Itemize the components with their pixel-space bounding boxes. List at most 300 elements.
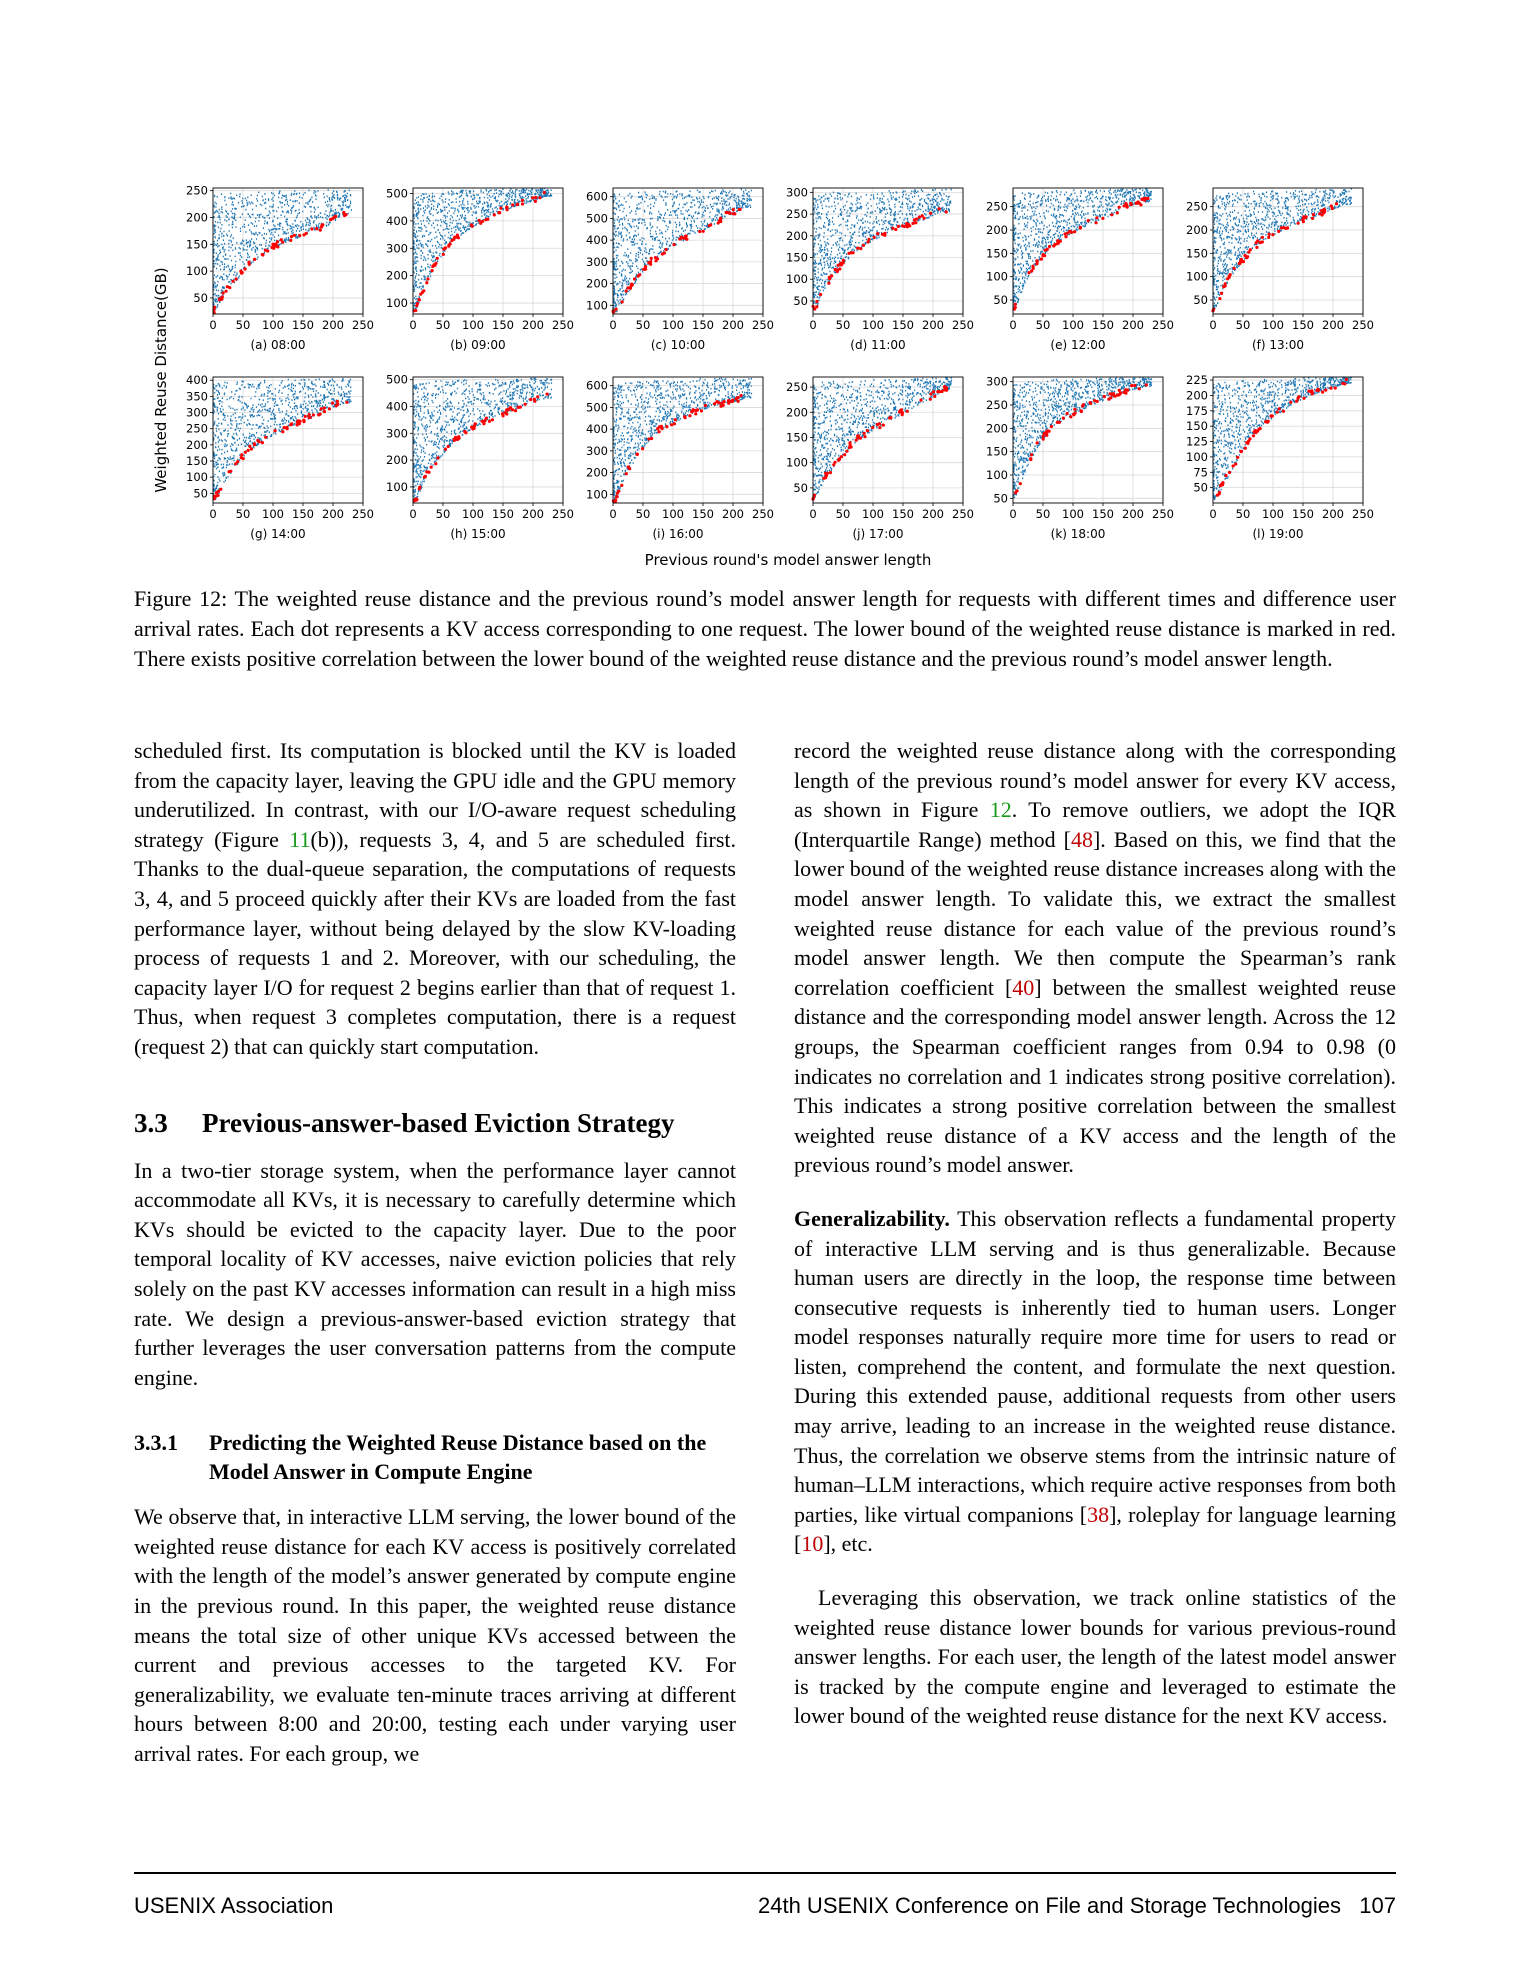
lower-bound-point	[708, 224, 711, 227]
lower-bound-point	[1036, 441, 1039, 444]
lower-bound-point	[1239, 260, 1242, 263]
lower-bound-point	[218, 298, 221, 301]
paragraph: record the weighted reuse distance along with the corresponding length of the previous round’s model answer for every KV access, as shown in Figure 12. To remove outliers, we adopt the IQR (Interquartile Range) method [48]. Based on this, we find that the lower bound of the weighted reuse distance increases along with the model answer length. To validate this, we extract the smallest weighted reuse distance for each value of the previous round’s model answer length. We then compute the Spearman’s rank correlation coefficient [40] between the smallest weighted reuse distance and the corresponding model answer length. Across the 12 groups, the Spearman coefficient ranges from 0.94 to 0.98 (0 indicates no correlation and 1 indicates strong positive correlation). This indicates a strong positive correlation between the smallest weighted reuse distance of a KV access and the length of the previous round’s model answer.	[794, 738, 1396, 1178]
lower-bound-point	[1278, 407, 1281, 410]
y-tick-label: 400	[586, 422, 608, 437]
lower-bound-point	[945, 389, 948, 392]
y-tick-label: 100	[786, 455, 808, 470]
lower-bound-point	[1345, 378, 1348, 381]
lower-bound-point	[1282, 410, 1285, 413]
lower-bound-point	[219, 488, 222, 491]
lower-bound-point	[261, 253, 264, 256]
lower-bound-point	[834, 268, 837, 271]
lower-bound-point	[315, 227, 318, 230]
y-tick-label: 200	[986, 223, 1008, 237]
y-tick-label: 250	[1186, 199, 1208, 214]
x-tick-label: 100	[1062, 318, 1084, 332]
lower-bound-point	[1123, 204, 1126, 207]
x-tick-label: 0	[1209, 318, 1217, 332]
lower-bound-point	[1276, 411, 1279, 414]
lower-bound-point	[534, 196, 537, 199]
y-axis-label: Weighted Reuse Distance(GB)	[152, 267, 170, 493]
y-tick-label: 200	[386, 268, 408, 283]
lower-bound-point	[1048, 245, 1051, 248]
lower-bound-point	[843, 453, 846, 456]
lower-bound-point	[702, 230, 705, 233]
x-tick-label: 50	[635, 507, 651, 521]
x-tick-label: 200	[522, 318, 544, 332]
lower-bound-point	[1050, 425, 1053, 428]
lower-bound-point	[415, 498, 418, 501]
y-tick-label: 100	[386, 479, 408, 494]
x-tick-label: 200	[722, 507, 744, 521]
lower-bound-point	[1087, 219, 1090, 222]
lower-bound-point	[454, 436, 457, 439]
x-tick-label: 250	[552, 507, 574, 521]
lower-bound-point	[343, 214, 346, 217]
lower-bound-point	[1289, 401, 1292, 404]
blue-dots	[213, 190, 352, 311]
y-tick-label: 400	[386, 399, 408, 414]
lower-bound-point	[1062, 417, 1065, 420]
lower-bound-point	[739, 394, 742, 397]
lower-bound-point	[226, 285, 229, 288]
lower-bound-point	[719, 217, 722, 220]
lower-bound-point	[302, 420, 305, 423]
citation-link[interactable]: 10	[801, 1531, 824, 1557]
lower-bound-point	[521, 199, 524, 202]
lower-bound-point	[1089, 401, 1092, 404]
blue-dots	[413, 189, 552, 312]
lower-bound-point	[431, 269, 434, 272]
lower-bound-point	[323, 406, 326, 409]
lower-bound-point	[674, 418, 677, 421]
lower-bound-point	[1081, 404, 1084, 407]
x-tick-label: 200	[1322, 507, 1344, 521]
lower-bound-point	[1030, 453, 1033, 456]
lower-bound-point	[320, 407, 323, 410]
lower-bound-point	[508, 407, 511, 410]
lower-bound-point	[1252, 434, 1255, 437]
paragraph: Generalizability. This observation reflects a fundamental property of interactive LLM serving and is thus generalizable. Because human users are directly in the loop, the response time between consecutive requests is inherently tied to human users. Longer model responses naturally require more time for users to read or listen, comprehend the content, and formulate the next question. During this extended pause, additional requests from other users may arrive, leading to an increase in the weighted reuse distance. Thus, the correlation we observe stems from the intrinsic nature of human–LLM interactions, which require active responses from both parties, like virtual companions [38], roleplay for language learning [10], etc.	[794, 1205, 1396, 1557]
plot-frame	[613, 188, 763, 314]
x-axis-label: Previous round's model answer length	[644, 551, 932, 569]
lower-bound-point	[738, 208, 741, 211]
x-tick-label: 200	[1322, 318, 1344, 332]
x-tick-label: 250	[552, 318, 574, 332]
lower-bound-point	[536, 395, 539, 398]
lower-bound-point	[627, 286, 630, 289]
lower-bound-point	[1032, 267, 1035, 270]
lower-bound-point	[1064, 232, 1067, 235]
lower-bound-point	[871, 426, 874, 429]
x-tick-label: 150	[1292, 318, 1314, 332]
lower-bound-point	[1321, 391, 1324, 394]
x-tick-label: 150	[292, 507, 314, 521]
lower-bound-point	[631, 283, 634, 286]
lower-bound-point	[280, 238, 283, 241]
y-tick-label: 50	[793, 480, 808, 495]
blue-dots	[413, 378, 552, 499]
x-tick-label: 50	[1235, 318, 1251, 332]
lower-bound-point	[615, 495, 618, 498]
lower-bound-point	[641, 447, 644, 450]
lower-bound-point	[1040, 258, 1043, 261]
lower-bound-point	[1093, 399, 1096, 402]
scatter-grid	[148, 180, 1388, 580]
y-tick-label: 200	[186, 437, 208, 452]
lower-bound-point	[1331, 207, 1334, 210]
lower-bound-point	[1297, 222, 1300, 225]
y-tick-label: 50	[793, 293, 808, 308]
lower-bound-point	[426, 277, 429, 280]
lower-bound-point	[1311, 217, 1314, 220]
lower-bound-point	[1054, 243, 1057, 246]
lower-bound-point	[310, 227, 313, 230]
x-tick-label: 50	[835, 318, 851, 332]
lower-bound-point	[901, 411, 904, 414]
lower-bound-point	[1316, 388, 1319, 391]
x-tick-label: 150	[892, 318, 914, 332]
x-tick-label: 200	[322, 318, 344, 332]
figure-link[interactable]: 11	[289, 826, 311, 852]
x-tick-label: 150	[492, 318, 514, 332]
y-tick-label: 500	[586, 211, 608, 226]
subplot-title: (a) 08:00	[250, 338, 306, 352]
paragraph: scheduled first. Its computation is blocked until the KV is loaded from the capacity layer, leaving the GPU idle and the GPU memory underutilized. In contrast, with our I/O-aware request scheduling strategy (Figure 11(b)), requests 3, 4, and 5 are scheduled first. Thanks to the dual-queue separation, the computations of requests 3, 4, and 5 proceed quickly after their KVs are loaded from the fast performance layer, without being delayed by the slow KV-loading process of requests 1 and 2. Moreover, with our scheduling, the capacity layer I/O for request 2 begins earlier than that of request 1. Thus, when request 3 completes computation, there is a request (request 2) that can quickly start computation.	[134, 738, 736, 1059]
lower-bound-point	[1035, 262, 1038, 265]
y-tick-label: 150	[186, 454, 208, 468]
lower-bound-point	[1073, 408, 1076, 411]
x-tick-label: 100	[1062, 507, 1084, 521]
lower-bound-point	[837, 264, 840, 267]
lower-bound-point	[897, 225, 900, 228]
lower-bound-point	[1236, 456, 1239, 459]
lower-bound-point	[906, 410, 909, 413]
x-tick-label: 100	[862, 507, 884, 521]
lower-bound-point	[1015, 489, 1018, 492]
lower-bound-point	[663, 251, 666, 254]
x-tick-label: 100	[1262, 507, 1284, 521]
lower-bound-point	[1302, 220, 1305, 223]
y-tick-label: 250	[986, 398, 1008, 412]
lower-bound-point	[1072, 413, 1075, 416]
lower-bound-point	[285, 426, 288, 429]
subplot-9	[786, 377, 974, 541]
lower-bound-point	[1226, 277, 1229, 280]
lower-bound-point	[1255, 241, 1258, 244]
lower-bound-point	[1111, 393, 1114, 396]
lower-bound-point	[293, 234, 296, 237]
lower-bound-point	[673, 422, 676, 425]
lower-bound-point	[298, 422, 301, 425]
subplot-title: (h) 15:00	[450, 527, 506, 541]
lower-bound-point	[908, 224, 911, 227]
lower-bound-point	[1259, 241, 1262, 244]
y-tick-label: 200	[586, 276, 608, 291]
lower-bound-point	[638, 273, 641, 276]
y-tick-label: 250	[186, 183, 208, 198]
lower-bound-point	[1042, 435, 1045, 438]
y-tick-label: 50	[1193, 480, 1208, 495]
lower-bound-point	[1146, 197, 1149, 200]
lower-bound-point	[1046, 248, 1049, 251]
lower-bound-point	[732, 208, 735, 211]
lower-bound-point	[1321, 213, 1324, 216]
y-tick-label: 175	[1186, 403, 1208, 418]
lower-bound-point	[1259, 427, 1262, 430]
y-tick-label: 200	[786, 405, 808, 420]
x-tick-label: 50	[1235, 507, 1251, 521]
x-tick-label: 100	[262, 318, 284, 332]
lower-bound-point	[903, 225, 906, 228]
subplot-title: (j) 17:00	[852, 527, 904, 541]
x-tick-label: 250	[1152, 318, 1174, 332]
lower-bound-point	[521, 202, 524, 205]
lower-bound-point	[236, 460, 239, 463]
lower-bound-point	[1282, 226, 1285, 229]
lower-bound-point	[244, 451, 247, 454]
lower-bound-point	[1109, 396, 1112, 399]
figure-link[interactable]: 12	[989, 797, 1012, 823]
subplot-6	[186, 373, 374, 541]
lower-bound-point	[1014, 303, 1017, 306]
lower-bound-point	[447, 245, 450, 248]
lower-bound-point	[842, 259, 845, 262]
y-tick-label: 250	[786, 207, 808, 222]
y-tick-label: 200	[786, 228, 808, 243]
lower-bound-point	[505, 412, 508, 415]
lower-bound-point	[1255, 246, 1258, 249]
y-tick-label: 350	[186, 389, 208, 404]
lower-bound-point	[1133, 384, 1136, 387]
footer-right: 24th USENIX Conference on File and Storage Technologies 107	[758, 1893, 1396, 1918]
y-tick-label: 100	[386, 296, 408, 311]
lower-bound-point	[849, 443, 852, 446]
lower-bound-point	[511, 203, 514, 206]
y-tick-label: 400	[386, 213, 408, 228]
lower-bound-point	[425, 281, 428, 284]
left-column	[134, 736, 736, 1769]
lower-bound-point	[704, 404, 707, 407]
lower-bound-point	[839, 262, 842, 265]
x-tick-label: 50	[435, 318, 451, 332]
y-tick-label: 200	[386, 453, 408, 468]
lower-bound-point	[914, 221, 917, 224]
lower-bound-point	[1046, 429, 1049, 432]
lower-bound-point	[470, 223, 473, 226]
lower-bound-point	[888, 416, 891, 419]
paragraph: We observe that, in interactive LLM serving, the lower bound of the weighted reuse distance for each KV access is positively correlated with the length of the model’s answer generated by compute engine in the previous round. In this paper, the weighted reuse distance means the total size of other unique KVs accessed between the current and previous accesses to the targeted KV. For generalizability, we evaluate ten-minute traces arriving at different hours between 8:00 and 20:00, testing each under varying user arrival rates. For each group, we	[134, 1504, 736, 1767]
x-tick-label: 100	[262, 507, 284, 521]
lower-bound-point	[331, 402, 334, 405]
x-tick-label: 200	[922, 318, 944, 332]
subplot-2	[586, 188, 774, 352]
lower-bound-point	[1019, 482, 1022, 485]
lower-bound-point	[728, 212, 731, 215]
lower-bound-point	[855, 439, 858, 442]
lower-bound-point	[1014, 306, 1017, 309]
y-tick-label: 150	[186, 237, 208, 252]
lower-bound-point	[719, 405, 722, 408]
lower-bound-point	[929, 212, 932, 215]
lower-bound-point	[298, 234, 301, 237]
lower-bound-point	[229, 470, 232, 473]
lower-bound-point	[430, 466, 433, 469]
lower-bound-point	[845, 450, 848, 453]
lower-bound-point	[1095, 221, 1098, 224]
y-tick-label: 75	[1193, 465, 1208, 480]
lower-bound-point	[447, 445, 450, 448]
subplot-7	[386, 373, 574, 541]
lower-bound-point	[436, 456, 439, 459]
y-tick-label: 200	[986, 421, 1008, 436]
lower-bound-point	[824, 476, 827, 479]
y-tick-label: 150	[786, 250, 808, 265]
lower-bound-point	[484, 218, 487, 221]
lower-bound-point	[1126, 206, 1129, 209]
blue-dots	[813, 190, 952, 310]
lower-bound-point	[713, 402, 716, 405]
x-tick-label: 250	[752, 507, 774, 521]
lower-bound-point	[1027, 271, 1030, 274]
x-tick-label: 100	[662, 507, 684, 521]
subplot-3	[786, 185, 974, 352]
x-tick-label: 200	[922, 507, 944, 521]
lower-bound-point	[654, 256, 657, 259]
lower-bound-point	[1095, 216, 1098, 219]
lower-bound-point	[1244, 447, 1247, 450]
lower-bound-point	[336, 400, 339, 403]
lower-bound-point	[222, 291, 225, 294]
paragraph: Leveraging this observation, we track online statistics of the weighted reuse distance lower bounds for various previous-round answer lengths. For each user, the length of the latest model answer is tracked by the compute engine and leveraged to estimate the lower bound of the weighted reuse distance for the next KV access.	[794, 1585, 1396, 1729]
plot-frame	[1013, 377, 1163, 503]
lower-bound-point	[1233, 267, 1236, 270]
lower-bound-point	[231, 280, 234, 283]
lower-bound-point	[1130, 384, 1133, 387]
lower-bound-point	[225, 290, 228, 293]
lower-bound-point	[617, 490, 620, 493]
lower-bound-point	[534, 200, 537, 203]
blue-dots	[1013, 378, 1152, 498]
lower-bound-point	[457, 435, 460, 438]
lower-bound-point	[1228, 471, 1231, 474]
y-tick-label: 50	[193, 290, 208, 305]
lower-bound-point	[1220, 292, 1223, 295]
lower-bound-point	[938, 207, 941, 210]
lower-bound-point	[493, 213, 496, 216]
lower-bound-point	[725, 211, 728, 214]
lower-bound-point	[678, 237, 681, 240]
x-tick-label: 250	[352, 507, 374, 521]
y-tick-label: 300	[586, 443, 608, 458]
lower-bound-point	[506, 208, 509, 211]
lower-bound-point	[283, 426, 286, 429]
lower-bound-point	[1249, 248, 1252, 251]
lower-bound-point	[1311, 391, 1314, 394]
lower-bound-point	[1135, 202, 1138, 205]
lower-bound-point	[1117, 393, 1120, 396]
y-tick-label: 250	[986, 199, 1008, 214]
x-tick-label: 50	[1035, 318, 1051, 332]
lower-bound-point	[538, 196, 541, 199]
figure-12	[148, 180, 1388, 580]
lower-bound-point	[529, 398, 532, 401]
lower-bound-point	[827, 282, 830, 285]
x-tick-label: 200	[1122, 318, 1144, 332]
lower-bound-point	[1221, 481, 1224, 484]
lower-bound-point	[323, 410, 326, 413]
lower-bound-point	[1270, 414, 1273, 417]
lower-bound-point	[253, 258, 256, 261]
lower-bound-point	[1145, 383, 1148, 386]
lower-bound-point	[852, 251, 855, 254]
y-tick-label: 100	[186, 470, 208, 485]
lower-bound-point	[929, 392, 932, 395]
lower-bound-point	[900, 408, 903, 411]
x-tick-label: 0	[1209, 507, 1217, 521]
lower-bound-point	[321, 223, 324, 226]
lower-bound-point	[258, 440, 261, 443]
lower-bound-point	[649, 260, 652, 263]
x-tick-label: 200	[722, 318, 744, 332]
subplot-title: (f) 13:00	[1252, 338, 1304, 352]
blue-dots	[213, 379, 352, 500]
x-tick-label: 0	[1009, 318, 1017, 332]
subplot-title: (g) 14:00	[250, 527, 306, 541]
lower-bound-point	[543, 191, 546, 194]
y-tick-label: 150	[786, 430, 808, 445]
x-tick-label: 200	[522, 507, 544, 521]
lower-bound-point	[239, 270, 242, 273]
lower-bound-point	[470, 426, 473, 429]
lower-bound-point	[505, 206, 508, 209]
citation-link[interactable]: 48	[1070, 826, 1093, 852]
lower-bound-point	[266, 249, 269, 252]
y-tick-label: 300	[386, 241, 408, 256]
lower-bound-point	[876, 423, 879, 426]
y-tick-label: 150	[1186, 419, 1208, 434]
lower-bound-point	[658, 430, 661, 433]
citation-link[interactable]: 38	[1087, 1501, 1110, 1527]
y-tick-label: 150	[1186, 246, 1208, 261]
lower-bound-point	[499, 207, 502, 210]
x-tick-label: 50	[635, 318, 651, 332]
x-tick-label: 100	[1262, 318, 1284, 332]
citation-link[interactable]: 40	[1012, 974, 1035, 1000]
lower-bound-point	[722, 400, 725, 403]
lower-bound-point	[1334, 386, 1337, 389]
x-tick-label: 50	[235, 318, 251, 332]
footer-rule	[134, 1872, 1396, 1874]
y-tick-label: 400	[186, 373, 208, 388]
y-tick-label: 200	[586, 465, 608, 480]
y-tick-label: 50	[1193, 293, 1208, 307]
x-tick-label: 250	[352, 318, 374, 332]
lower-bound-point	[517, 406, 520, 409]
lower-bound-point	[1080, 410, 1083, 413]
lower-bound-point	[336, 403, 339, 406]
lower-bound-point	[876, 232, 879, 235]
lower-bound-point	[1239, 450, 1242, 453]
lower-bound-point	[312, 413, 315, 416]
lower-bound-point	[274, 429, 277, 432]
lower-bound-point	[479, 222, 482, 225]
y-tick-label: 100	[586, 487, 608, 502]
lower-bound-point	[444, 448, 447, 451]
lower-bound-point	[1045, 434, 1048, 437]
lower-bound-point	[264, 436, 267, 439]
